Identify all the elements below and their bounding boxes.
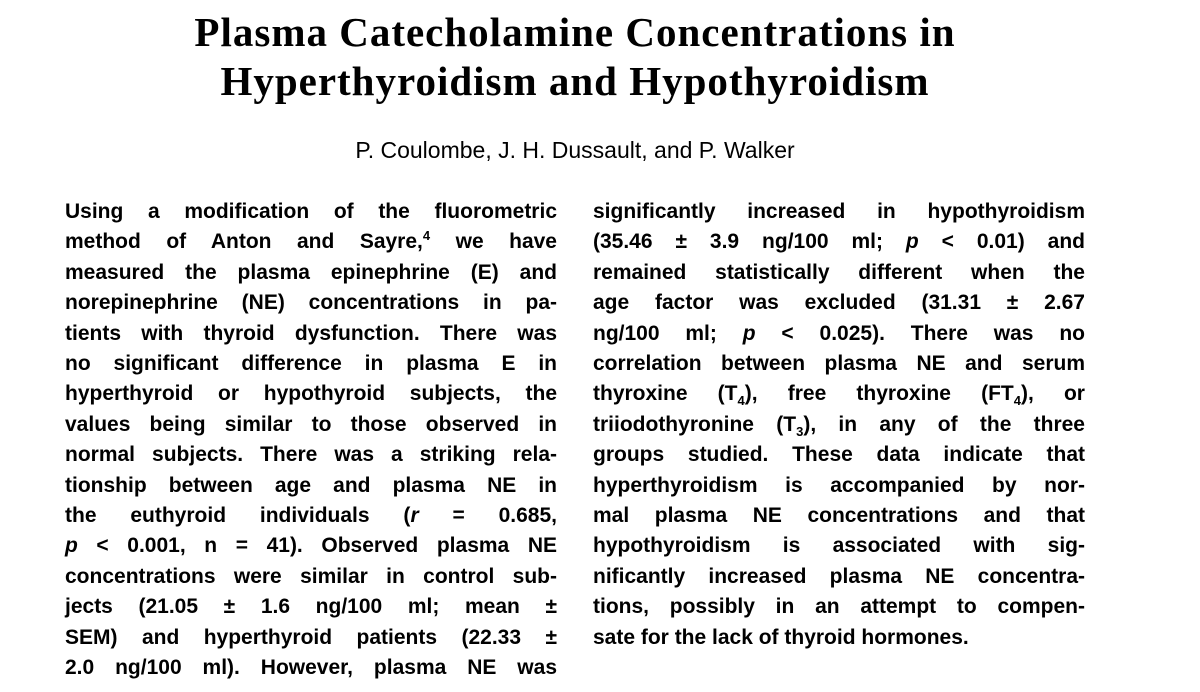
text-segment: tions, possibly in an attempt to compen- [593, 595, 1085, 619]
text-segment: SEM) and hyperthyroid patients (22.33 ± [65, 625, 557, 649]
text-segment: sate for the lack of thyroid hormones. [593, 625, 969, 649]
text-line [65, 562, 557, 592]
paper-header [65, 8, 1085, 164]
text-segment: significantly increased in hypothyroidism [593, 200, 1085, 223]
text-line [593, 562, 1085, 592]
text-line [593, 227, 1085, 257]
text-line [593, 440, 1085, 470]
text-segment: groups studied. These data indicate that [593, 443, 1085, 467]
text-segment: ), free thyroxine (FT [744, 382, 1014, 406]
text-segment: hypothyroidism is associated with sig- [593, 534, 1085, 558]
text-segment: normal subjects. There was a striking rela- [65, 443, 557, 467]
text-segment: triiodothyronine (T [593, 412, 797, 436]
text-line [593, 471, 1085, 501]
text-segment: age factor was excluded (31.31 ± 2.67 [593, 291, 1085, 315]
superscript-text: 4 [422, 228, 431, 244]
text-line [65, 197, 557, 227]
text-segment: ), or [1021, 382, 1085, 406]
text-line [65, 258, 557, 288]
text-segment: ), in any of the three [803, 412, 1085, 436]
subscript-text: 4 [1013, 393, 1021, 409]
abstract-left-column [65, 197, 557, 684]
text-segment: no significant difference in plasma E in [65, 352, 557, 376]
subscript-text: 3 [796, 424, 804, 440]
text-segment: thyroxine (T [593, 382, 738, 406]
italic-text: p [905, 230, 919, 254]
text-segment: measured the plasma epinephrine (E) and [65, 260, 557, 284]
text-segment: hyperthyroidism is accompanied by nor- [593, 473, 1085, 497]
text-line [65, 531, 557, 561]
text-segment: method of Anton and Sayre, [65, 230, 423, 254]
text-line [593, 197, 1085, 227]
text-line [65, 501, 557, 531]
paper-title [65, 8, 1085, 106]
text-line [65, 319, 557, 349]
text-segment: values being similar to those observed in [65, 412, 557, 436]
authors-line: P. Coulombe, J. H. Dussault, and P. Walker [355, 137, 795, 163]
text-segment: norepinephrine (NE) concentrations in pa- [65, 291, 557, 315]
text-segment: tionship between age and plasma NE in [65, 473, 557, 497]
text-line [65, 349, 557, 379]
text-line [65, 227, 557, 257]
paper-title-line-2: Hyperthyroidism and Hypothyroidism [220, 58, 930, 104]
text-segment: 2.0 ng/100 ml). However, plasma NE was [65, 656, 557, 680]
text-segment: < 0.001, n = 41). Observed plasma NE [77, 534, 557, 558]
text-line [593, 410, 1085, 440]
text-segment: = 0.685, [418, 504, 557, 528]
text-line [65, 592, 557, 622]
text-line [65, 471, 557, 501]
text-line [593, 319, 1085, 349]
text-line [593, 288, 1085, 318]
text-line [593, 501, 1085, 531]
text-line [65, 623, 557, 653]
text-line [593, 623, 1085, 653]
abstract-right-column [593, 197, 1085, 684]
italic-text: p [742, 321, 756, 345]
text-segment: Using a modification of the fluorometric [65, 200, 557, 223]
text-segment: ng/100 ml; [593, 321, 743, 345]
text-segment: < 0.025). There was no [755, 321, 1085, 345]
text-segment: < 0.01) and [918, 230, 1085, 254]
text-segment: correlation between plasma NE and serum [593, 352, 1085, 376]
text-segment: nificantly increased plasma NE concentra- [593, 564, 1085, 588]
text-segment: the euthyroid individuals ( [65, 504, 411, 528]
text-line [593, 531, 1085, 561]
text-line [65, 410, 557, 440]
text-segment: jects (21.05 ± 1.6 ng/100 ml; mean ± [65, 595, 557, 619]
italic-text: p [65, 534, 78, 558]
text-segment: tients with thyroid dysfunction. There was [65, 321, 557, 345]
text-line [65, 288, 557, 318]
italic-text: r [410, 504, 419, 528]
abstract-body [65, 197, 1085, 684]
text-line [65, 440, 557, 470]
subscript-text: 4 [737, 393, 745, 409]
text-line [593, 258, 1085, 288]
text-segment: concentrations were similar in control sub- [65, 564, 557, 588]
text-segment: mal plasma NE concentrations and that [593, 504, 1085, 528]
paper-title-line-1: Plasma Catecholamine Concentrations in [194, 9, 956, 55]
text-line [593, 379, 1085, 409]
text-line [65, 653, 557, 683]
text-line [65, 379, 557, 409]
text-segment: remained statistically different when the [593, 260, 1085, 284]
text-line [593, 349, 1085, 379]
text-line [593, 592, 1085, 622]
text-segment: we have [430, 230, 557, 254]
text-segment: (35.46 ± 3.9 ng/100 ml; [593, 230, 906, 254]
text-segment: hyperthyroid or hypothyroid subjects, the [65, 382, 557, 406]
